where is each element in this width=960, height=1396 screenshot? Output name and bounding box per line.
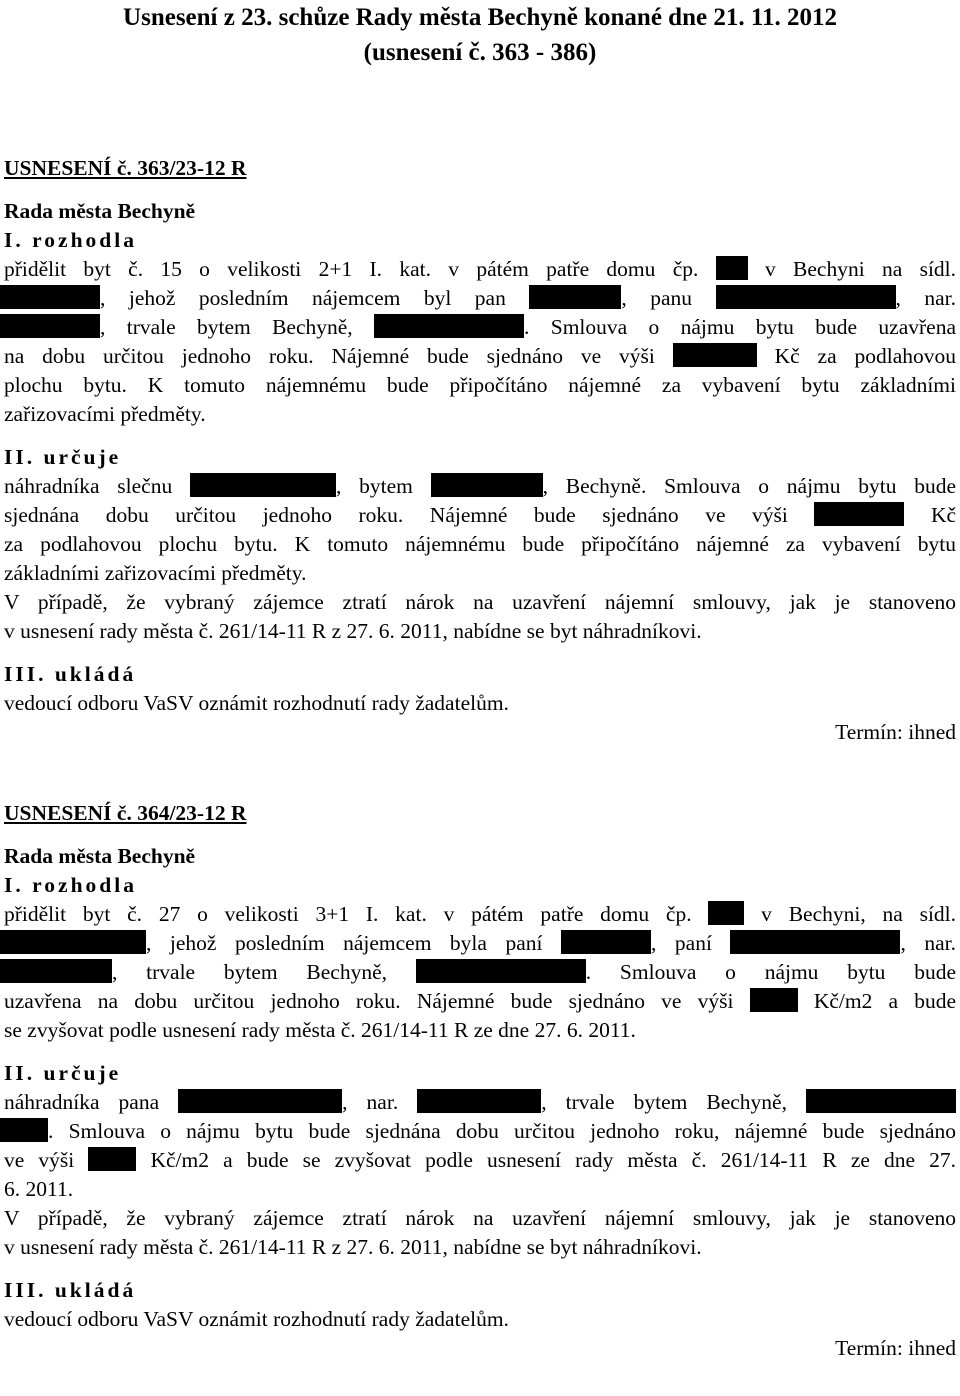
redaction-box <box>417 1089 541 1113</box>
section-heading-determines: II. určuje <box>4 1061 122 1085</box>
redaction-box <box>529 285 621 309</box>
redaction-box <box>806 1089 956 1113</box>
resolution-364 <box>4 799 956 1363</box>
resolution-number: USNESENÍ č. 363/23-12 R <box>4 156 247 180</box>
paragraph-line: sjednána dobu určitou jednoho roku. Nájemné bude sjednáno ve výši Kč <box>4 503 957 527</box>
redaction-box <box>0 285 100 309</box>
paragraph-line: 6. 2011. <box>4 1177 74 1201</box>
paragraph-line: . Smlouva o nájmu bytu bude sjednána dobu určitou jednoho roku, nájemné bude sjednáno <box>4 1117 956 1146</box>
redaction-box <box>730 930 900 954</box>
section-heading-decides: I. rozhodla <box>4 873 137 897</box>
paragraph-line: V případě, že vybraný zájemce ztratí nárok na uzavření nájemní smlouvy, jak je stanoveno <box>4 1206 956 1230</box>
resolution-body: Rada města Bechyně <box>4 844 196 868</box>
paragraph-line: vedoucí odboru VaSV oznámit rozhodnutí rady žadatelům. <box>4 1307 509 1331</box>
redaction-box <box>0 314 100 338</box>
document-title-line1: Usnesení z 23. schůze Rady města Bechyně konané dne 21. 11. 2012 <box>123 4 837 31</box>
paragraph-line: za podlahovou plochu bytu. K tomuto nájemnému bude připočítáno nájemné za vybavení bytu <box>4 532 956 556</box>
paragraph-line: přidělit byt č. 15 o velikosti 2+1 I. kat. v pátém patře domu čp. v Bechyni na sídl. <box>4 257 957 281</box>
paragraph-line: na dobu určitou jednoho roku. Nájemné bude sjednáno ve výši Kč za podlahovou <box>4 344 957 368</box>
paragraph-line: v usnesení rady města č. 261/14-11 R z 27. 6. 2011, nabídne se byt náhradníkovi. <box>4 619 702 643</box>
paragraph-line: ve výši Kč/m2 a bude se zvyšovat podle usnesení rady města č. 261/14-11 R ze dne 27. <box>4 1148 957 1172</box>
paragraph-line: plochu bytu. K tomuto nájemnému bude připočítáno nájemné za vybavení bytu základními <box>4 373 956 397</box>
redaction-box <box>0 959 112 983</box>
redaction-box <box>708 901 744 925</box>
redaction-box <box>814 502 904 526</box>
section-heading-decides: I. rozhodla <box>4 228 137 252</box>
paragraph-line: se zvyšovat podle usnesení rady města č. 261/14-11 R ze dne 27. 6. 2011. <box>4 1018 636 1042</box>
paragraph-line: uzavřena na dobu určitou jednoho roku. Nájemné bude sjednáno ve výši Kč/m2 a bude <box>4 989 957 1013</box>
paragraph-line: v usnesení rady města č. 261/14-11 R z 27. 6. 2011, nabídne se byt náhradníkovi. <box>4 1235 702 1259</box>
redaction-box <box>716 285 896 309</box>
redaction-box <box>431 473 543 497</box>
redaction-box <box>0 1118 48 1142</box>
redaction-box <box>0 930 146 954</box>
paragraph-line: zařizovacími předměty. <box>4 402 206 426</box>
resolution-number: USNESENÍ č. 364/23-12 R <box>4 801 247 825</box>
resolution-body: Rada města Bechyně <box>4 199 196 223</box>
redaction-box <box>750 988 798 1012</box>
paragraph-line: náhradníka pana , nar. , trvale bytem Bechyně, <box>4 1088 956 1117</box>
redaction-box <box>88 1147 136 1171</box>
section-heading-determines: II. určuje <box>4 445 122 469</box>
deadline: Termín: ihned <box>835 720 956 744</box>
document-page <box>4 0 956 1363</box>
paragraph-line: náhradníka slečnu , bytem , Bechyně. Smlouva o nájmu bytu bude <box>4 474 957 498</box>
paragraph-line: vedoucí odboru VaSV oznámit rozhodnutí rady žadatelům. <box>4 691 509 715</box>
paragraph-line: V případě, že vybraný zájemce ztratí nárok na uzavření nájemní smlouvy, jak je stanoveno <box>4 590 956 614</box>
redaction-box <box>716 256 748 280</box>
paragraph-line: , jehož posledním nájemcem byla paní , paní , nar. <box>4 929 956 958</box>
paragraph-line: , jehož posledním nájemcem byl pan , panu , nar. <box>4 284 956 313</box>
redaction-box <box>416 959 586 983</box>
redaction-box <box>374 314 524 338</box>
paragraph-line: , trvale bytem Bechyně, . Smlouva o nájmu bytu bude <box>4 958 956 987</box>
paragraph-line: přidělit byt č. 27 o velikosti 3+1 I. kat. v pátém patře domu čp. v Bechyni, na sídl. <box>4 902 957 926</box>
paragraph-line: , trvale bytem Bechyně, . Smlouva o nájmu bytu bude uzavřena <box>4 313 956 342</box>
redaction-box <box>190 473 336 497</box>
redaction-box <box>178 1089 342 1113</box>
redaction-box <box>673 343 757 367</box>
document-title-line2: (usnesení č. 363 - 386) <box>363 39 597 66</box>
resolution-363 <box>4 154 956 747</box>
paragraph-line: základními zařizovacími předměty. <box>4 561 307 585</box>
redaction-box <box>561 930 651 954</box>
section-heading-instructs: III. ukládá <box>4 662 137 686</box>
section-heading-instructs: III. ukládá <box>4 1278 137 1302</box>
deadline: Termín: ihned <box>835 1336 956 1360</box>
